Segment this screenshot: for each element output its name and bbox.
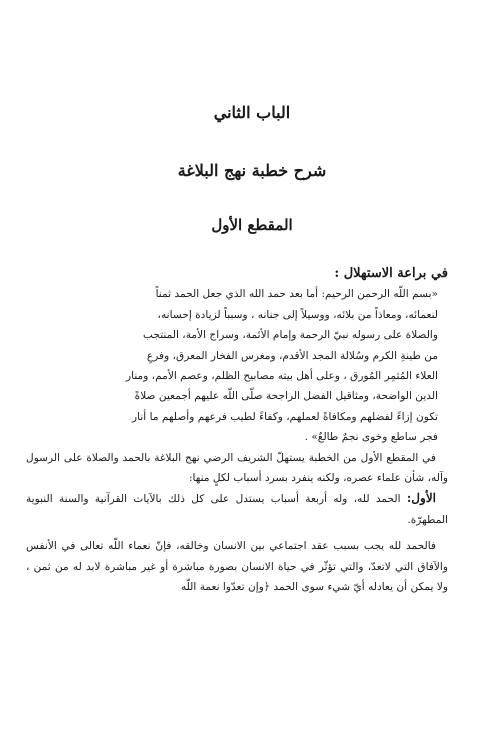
quote-line: الدين الواضحة، ومثاقيل الفضل الراجحة صلّى اللّه عليهم أجمعين صلاةً	[134, 390, 438, 403]
quote-line: لنعمائه، ومعاذاً من بلائه، ووسيلاً إلى جنانه ، وسبباً لزيادة إحسانه،	[157, 308, 438, 321]
paragraph-text: الحمد لله، وله أربعة أسباب يستدل على كل ذلك بالآيات القرآنية والسنة النبوية المطهرّة.	[26, 493, 448, 526]
section-title: المقطع الأول	[211, 216, 293, 234]
paragraph-praise: فالحمد لله يجب بسبب عقد اجتماعي بين الانسان وخالقه، فإنّ نعماء اللّه تعالى في الأنفس والآفاق التي لاتعدّ، والتي تؤثّر في حياة الانسان بصورة مباشرة أو غير مباشرة لابد له من ثمن ، ولا يمكن أن يعادله أيّ شيء سوى الحمد ﴿وإن تعدّوا نعمة اللّه	[26, 540, 448, 594]
subsection-heading: في براعة الاستهلال :	[334, 266, 448, 281]
paragraph-lead: الأول:	[406, 491, 436, 506]
quote-line: فجر ساطع وخوى نجمٌ طالعٌ» .	[304, 431, 438, 444]
book-title: شرح خطبة نهج البلاغة	[177, 161, 327, 180]
paragraph-intro: في المقطع الأول من الخطبة يستهلّ الشريف الرضي نهج البلاغة بالحمد والصلاة على الرسول وآله، شأن علماء عصره، ولكنه ينفرد بسرد أسباب لكلٍ منها:	[26, 451, 448, 485]
sermon-quote	[26, 284, 448, 447]
paragraph-first-reason	[26, 488, 448, 530]
quote-line: العلاء المُثمِر المُورق ، وعلى أهل بيته مصابيح الظلم، وعصم الأمم، ومنار	[125, 370, 438, 383]
chapter-title: الباب الثاني	[213, 103, 291, 122]
quote-line: من طينةِ الكرم وسُلالة المجد الأقدم، ومغرس الفخار المعرق، وفرعِ	[146, 349, 438, 362]
quote-line: تكون إزاءً لفضلهم ومكافاةً لعملهم، وكفاءً لطيب فرعهم وأصلهم ما أنار	[132, 410, 438, 423]
quote-line: والصلاة على رسوله نبيّ الرحمة وإمام الأئمة، وسراج الأمة، المنتجب	[142, 329, 438, 342]
body-text	[26, 264, 448, 598]
quote-line: «بسم اللّه الرحمن الرحيم: أما بعد حمد الله الذي جعل الحمد ثمناً	[155, 288, 438, 301]
